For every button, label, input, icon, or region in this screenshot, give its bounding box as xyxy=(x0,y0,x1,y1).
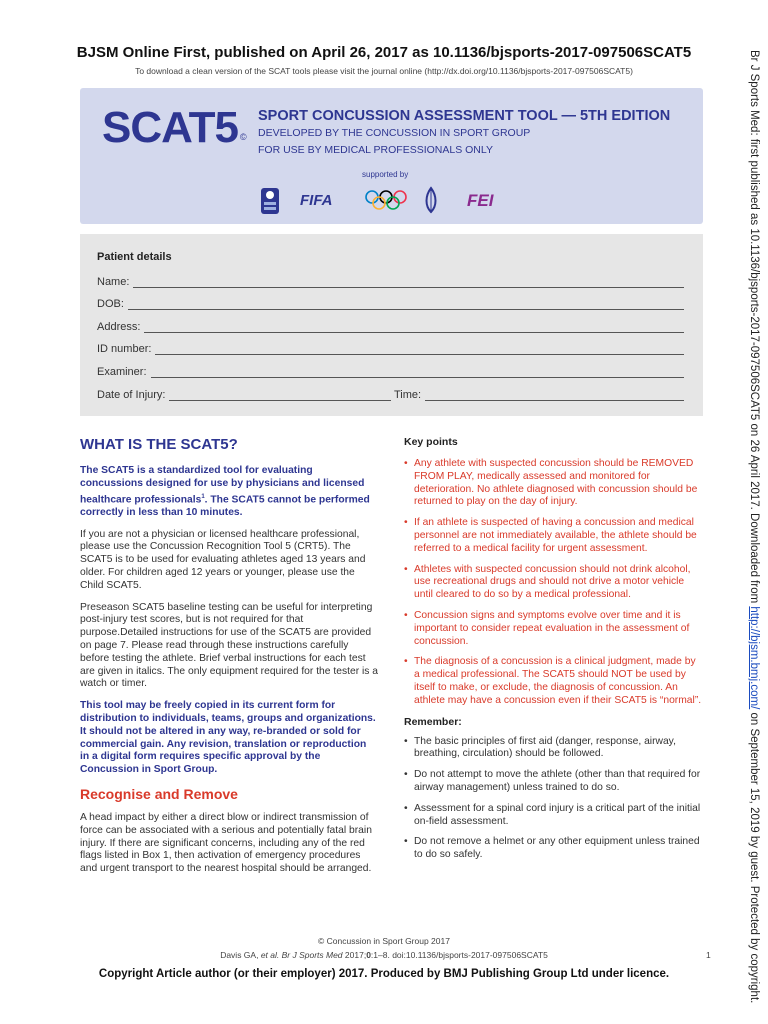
time-line[interactable] xyxy=(425,388,684,401)
tool-title: SPORT CONCUSSION ASSESSMENT TOOL — 5TH EDITION xyxy=(258,108,671,124)
tool-developer: DEVELOPED BY THE CONCUSSION IN SPORT GROUP xyxy=(258,127,531,139)
key-point-item: • Any athlete with suspected concussion should be REMOVED FROM PLAY, medically assessed and monitored for deterioration. No athlete diagnosed with concussion should be returned to play on the day of injury. xyxy=(404,458,704,509)
sponsor-logos xyxy=(255,184,525,216)
copyright-mark: © xyxy=(239,132,246,142)
patient-details-title: Patient details xyxy=(97,251,172,263)
right-column xyxy=(404,436,704,870)
dob-line[interactable] xyxy=(128,297,684,310)
name-line[interactable] xyxy=(133,275,684,288)
address-field[interactable] xyxy=(97,319,684,333)
fei-logo-text: FEI xyxy=(467,191,494,210)
side-note-link[interactable]: http://bjsm.bmj.com/ xyxy=(748,606,760,710)
remember-item: • Assessment for a spinal cord injury is a critical part of the initial on-field assessment. xyxy=(404,803,704,829)
fifa-logo-text: FIFA xyxy=(300,192,333,209)
header-subtitle: To download a clean version of the SCAT tools please visit the journal online (http://dx.doi.org/10.1136/bjsports-2017-097506SCAT5) xyxy=(135,66,633,76)
scat5-logo: SCAT5 © xyxy=(102,103,246,152)
intro-paragraph: The SCAT5 is a standardized tool for evaluating concussions designed for use by physicians and licensed healthcare professionals$^1$. The SCAT5 cannot be performed correctly in less than 10 minutes. xyxy=(80,465,370,518)
time-field[interactable] xyxy=(394,387,684,401)
time-label: Time: xyxy=(394,389,422,401)
name-field[interactable] xyxy=(97,274,684,288)
id-number-label: ID number: xyxy=(97,343,152,355)
examiner-label: Examiner: xyxy=(97,366,147,378)
name-label: Name: xyxy=(97,276,130,288)
injury-date-field[interactable] xyxy=(97,387,391,401)
key-points-title: Key points xyxy=(404,436,458,448)
license-notice: Copyright Article author (or their employer) 2017. Produced by BMJ Publishing Group Ltd under licence. xyxy=(98,968,670,980)
key-points-list xyxy=(404,458,704,708)
injury-date-line[interactable] xyxy=(169,388,391,401)
footer-citation: Davis GA, et al. Br J Sports Med 2017;0:1–8. doi:10.1136/bjsports-2017-097506SCAT5 xyxy=(220,950,548,960)
recognise-heading: Recognise and Remove xyxy=(80,785,238,802)
paragraph-copy-terms: This tool may be freely copied in its current form for distribution to individuals, teams, groups and organizations. It should not be altered in any way, re-branded or sold for commercial gain. Any revision, translation or reproduction in a digital form requires specific approval by the Concussion in Sport Group. xyxy=(80,700,376,776)
side-note-text-end: on September 15, 2019 by guest. Protected by copyright. xyxy=(748,709,760,1004)
olympic-rings-icon xyxy=(366,191,406,209)
key-point-item: • If an athlete is suspected of having a concussion and medical personnel are not immediately available, the athlete should be referred to a medical facility for urgent assessment. xyxy=(404,517,704,555)
address-line[interactable] xyxy=(144,320,684,333)
key-point-item: • The diagnosis of a concussion is a clinical judgment, made by a medical professional. The SCAT5 should NOT be used by itself to make, or exclude, the diagnosis of concussion. An athlete may have a concussion even if their SCAT5 is “normal”. xyxy=(404,656,704,707)
remember-title: Remember: xyxy=(404,715,462,728)
header-title: BJSM Online First, published on April 26, 2017 as 10.1136/bjsports-2017-097506SCAT5 xyxy=(76,44,692,61)
paragraph-crt5: If you are not a physician or licensed healthcare professional, please use the Concussion Recognition Tool 5 (CRT5). The SCAT5 is to be used for evaluating athletes aged 13 years and older. For children aged 12 years or younger, please use the Child SCAT5. xyxy=(80,528,366,591)
key-point-item: • Athletes with suspected concussion should not drink alcohol, use recreational drugs and should not drive a motor vehicle until cleared to do so by a medical professional. xyxy=(404,564,704,602)
paragraph-baseline: Preseason SCAT5 baseline testing can be useful for interpreting post-injury test scores, but is not required for that purpose.Detailed instructions for use of the SCAT5 are provided on page 7. Please read through these instructions carefully before testing the athlete. Brief verbal instructions for each test are given in italics. The only equipment required for the tester is a watch or timer. xyxy=(80,601,379,690)
examiner-field[interactable] xyxy=(97,364,684,378)
remember-list xyxy=(404,736,704,862)
remember-item: • Do not remove a helmet or any other equipment unless trained to do so safely. xyxy=(404,836,704,862)
supported-by-label: supported by xyxy=(362,170,409,179)
remember-item: • The basic principles of first aid (danger, response, airway, breathing, circulation) should be followed. xyxy=(404,736,704,762)
world-rugby-logo-icon xyxy=(427,188,436,212)
side-note-text: Br J Sports Med: first published as 10.1136/bjsports-2017-097506SCAT5 on 26 April 2017. Downloaded from xyxy=(748,50,760,607)
side-note xyxy=(742,50,762,1004)
injury-date-label: Date of Injury: xyxy=(97,389,166,401)
left-column xyxy=(80,436,378,885)
dob-label: DOB: xyxy=(97,298,124,310)
examiner-line[interactable] xyxy=(151,365,684,378)
tool-usage-note: FOR USE BY MEDICAL PROFESSIONALS ONLY xyxy=(258,144,493,156)
paragraph-head-impact: A head impact by either a direct blow or indirect transmission of force can be associated with a serious and potentially fatal brain injury. If there are significant concerns, including any of the red flags listed in Box 1, then activation of emergency procedures and urgent transport to the nearest hospital should be arranged. xyxy=(80,811,372,875)
footer-copyright: © Concussion in Sport Group 2017 xyxy=(318,936,450,946)
address-label: Address: xyxy=(97,321,141,333)
page-number: 1 xyxy=(706,950,711,960)
id-number-line[interactable] xyxy=(155,342,684,355)
key-point-item: • Concussion signs and symptoms evolve over time and it is important to consider repeat evaluation in the assessment of concussion. xyxy=(404,610,704,648)
ihf-logo-icon xyxy=(261,188,279,214)
id-number-field[interactable] xyxy=(97,341,684,355)
remember-item: • Do not attempt to move the athlete (other than that required for airway management) unless trained to do so. xyxy=(404,769,704,795)
section-heading: WHAT IS THE SCAT5? xyxy=(80,436,238,453)
dob-field[interactable] xyxy=(97,296,684,310)
